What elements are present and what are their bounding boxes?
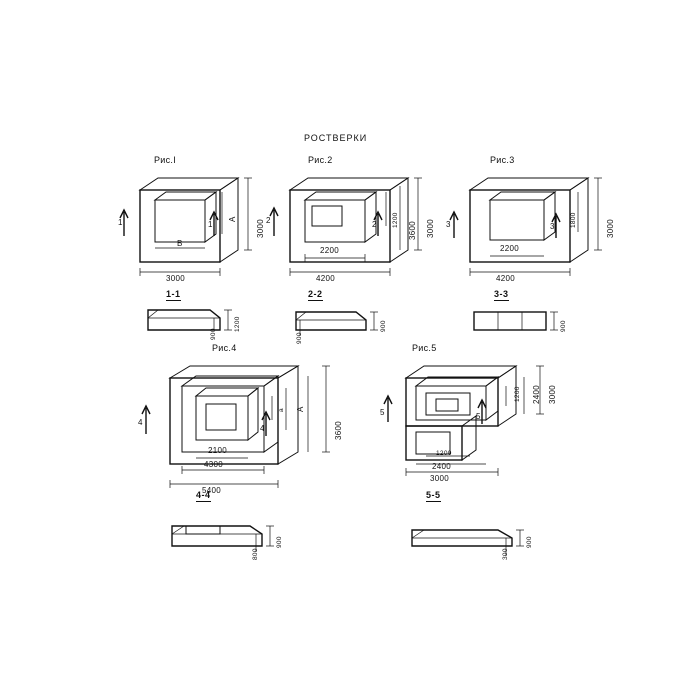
- fig4-caption: Рис.4: [212, 343, 237, 353]
- fig4-section-mark-left: 4: [138, 418, 143, 427]
- fig1-dim-width: 3000: [166, 274, 185, 283]
- sheet-title: РОСТВЕРКИ: [304, 133, 368, 143]
- fig2-section-label: 2-2: [308, 289, 323, 299]
- fig3-section: [474, 312, 558, 330]
- fig1-section-depth-right: 1200: [234, 316, 241, 332]
- fig5-dim-height-small: 1200: [514, 386, 521, 402]
- fig5-section-label: 5-5: [426, 490, 441, 500]
- fig3-caption: Рис.3: [490, 155, 515, 165]
- fig2-dim-inner-width: 2200: [320, 246, 339, 255]
- fig5-section-depth-right: 900: [526, 536, 533, 548]
- fig2-plan: [270, 178, 422, 276]
- fig2-section: [296, 312, 378, 336]
- fig1-section-label: 1-1: [166, 289, 181, 299]
- fig5-dim-width-inner: 1200: [436, 450, 452, 457]
- fig5-plan: [384, 366, 544, 476]
- fig1-section-depth-left: 900: [210, 328, 217, 340]
- fig1-section: [148, 310, 232, 330]
- fig3-section-label: 3-3: [494, 289, 509, 299]
- fig1-section-mark-right: 1: [208, 220, 213, 229]
- fig1-dim-inner-width: B: [177, 239, 183, 248]
- fig3-dim-height: 3000: [606, 219, 615, 238]
- fig5-dim-height: 3000: [548, 385, 557, 404]
- fig1-plan: [120, 178, 252, 276]
- fig5-dim-width: 3000: [430, 474, 449, 483]
- fig2-dim-height-small: 1200: [392, 212, 399, 228]
- fig1-dim-inner-height: A: [228, 216, 237, 222]
- fig4-dim-inner-small: a: [278, 408, 285, 412]
- fig5-section-mark-right: 5: [476, 412, 481, 421]
- fig5-caption: Рис.5: [412, 343, 437, 353]
- fig4-dim-height: 3600: [334, 421, 343, 440]
- fig1-dim-height: 3000: [256, 219, 265, 238]
- fig3-section-depth-right: 900: [560, 320, 567, 332]
- fig3-plan: [450, 178, 602, 276]
- fig3-section-mark-right: 3: [550, 222, 555, 231]
- fig5-dim-width-mid: 2400: [432, 462, 451, 471]
- fig4-plan: [142, 366, 330, 488]
- fig2-section-mark-right: 2: [372, 220, 377, 229]
- fig2-section-depth-right: 900: [380, 320, 387, 332]
- fig3-dim-height-inner: 1800: [570, 212, 577, 228]
- fig2-caption: Рис.2: [308, 155, 333, 165]
- fig2-section-mark-left: 2: [266, 216, 271, 225]
- fig3-section-mark-left: 3: [446, 220, 451, 229]
- fig1-section-mark-left: 1: [118, 218, 123, 227]
- fig4-dim-width-mid: 4300: [204, 460, 223, 469]
- fig2-dim-height-inner: 3600: [408, 221, 417, 240]
- fig2-dim-height: 3000: [426, 219, 435, 238]
- fig4-section-depth-left: 800: [252, 548, 259, 560]
- fig2-section-depth-left: 900: [296, 332, 303, 344]
- fig3-dim-width: 4200: [496, 274, 515, 283]
- fig4-section-depth-right: 900: [276, 536, 283, 548]
- fig3-dim-inner-width: 2200: [500, 244, 519, 253]
- fig5-section-mark-left: 5: [380, 408, 385, 417]
- fig4-dim-width-inner: 2100: [208, 446, 227, 455]
- fig1-caption: Рис.I: [154, 155, 177, 165]
- fig4-dim-inner-height: A: [296, 406, 305, 412]
- fig4-section-label: 4-4: [196, 490, 211, 500]
- fig2-dim-width: 4200: [316, 274, 335, 283]
- fig4-dim-width: 5400: [202, 486, 221, 495]
- fig5-dim-height-inner: 2400: [532, 385, 541, 404]
- fig5-section-depth-left: 300: [502, 548, 509, 560]
- fig4-section-mark-right: 4: [260, 424, 265, 433]
